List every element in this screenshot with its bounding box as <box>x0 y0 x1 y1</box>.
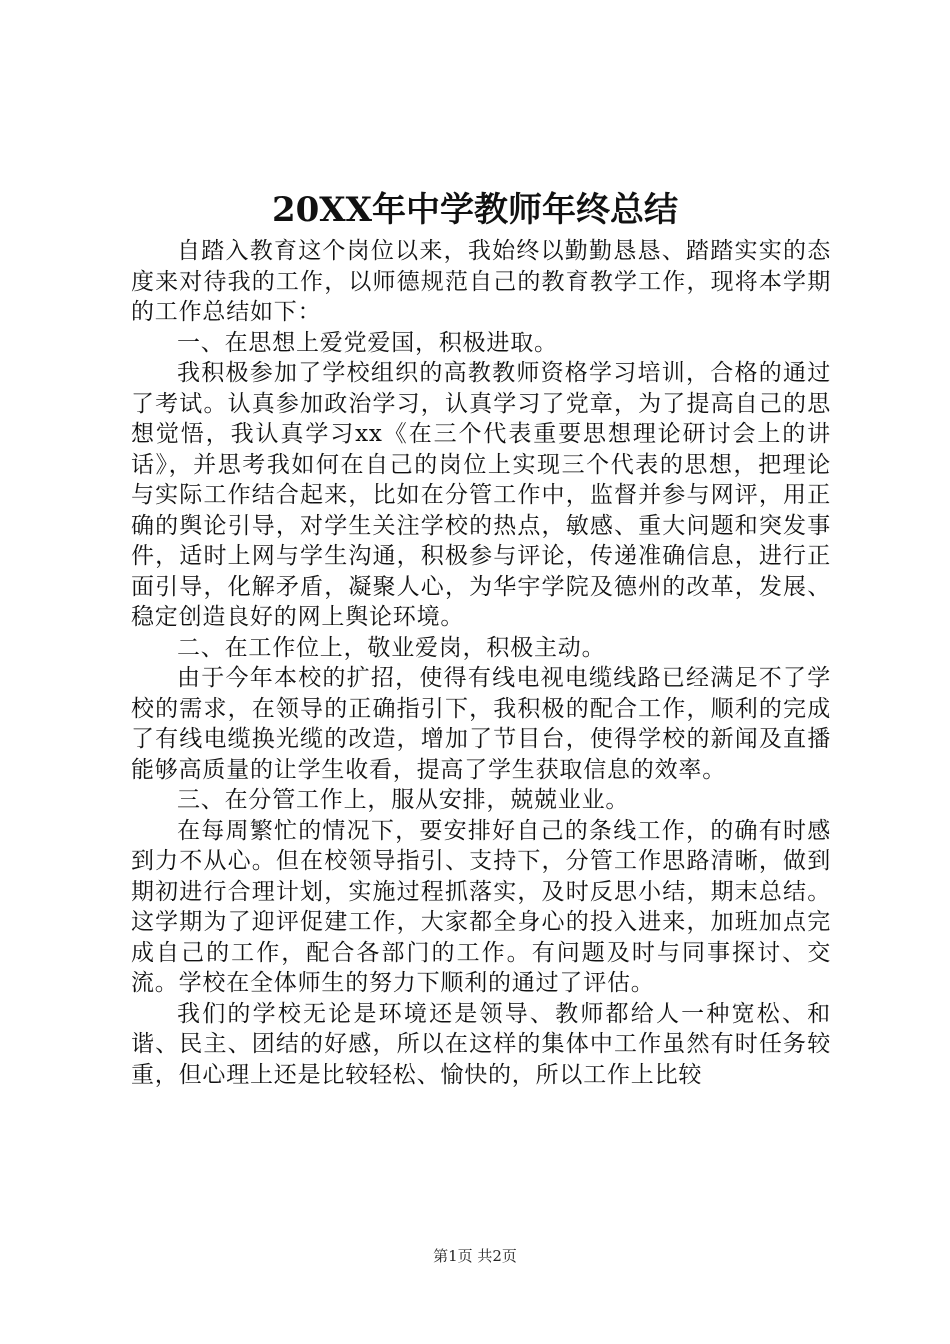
paragraph-closing: 我们的学校无论是环境还是领导、教师都给人一种宽松、和谐、民主、团结的好感，所以在这样的集体中工作虽然有时任务较重，但心理上还是比较轻松、愉快的，所以工作上比较 <box>131 1000 831 1088</box>
section-heading-1: 一、在思想上爱党爱国，积极进取。 <box>177 329 558 356</box>
document-body <box>131 236 831 1090</box>
section-heading-3: 三、在分管工作上，服从安排，兢兢业业。 <box>177 787 630 813</box>
section-heading-2: 二、在工作位上，敬业爱岗，积极主动。 <box>177 634 606 661</box>
document-title: 20XX年中学教师年终总结 <box>271 190 679 230</box>
paragraph-section-2: 由于今年本校的扩招，使得有线电视电缆线路已经满足不了学校的需求，在领导的正确指引下，我积极的配合工作，顺利的完成了有线电缆换光缆的改造，增加了节目台，使得学校的新闻及直播能够高质量的让学生收看，提高了学生获取信息的效率。 <box>131 665 831 783</box>
paragraph-section-3: 在每周繁忙的情况下，要安排好自己的条线工作，的确有时感到力不从心。但在校领导指引、支持下，分管工作思路清晰，做到期初进行合理计划，实施过程抓落实，及时反思小结，期末总结。这学期为了迎评促建工作，大家都全身心的投入进来，加班加点完成自己的工作，配合各部门的工作。有问题及时与同事探讨、交流。学校在全体师生的努力下顺利的通过了评估。 <box>131 817 831 996</box>
paragraph-intro: 自踏入教育这个岗位以来，我始终以勤勤恳恳、踏踏实实的态度来对待我的工作，以师德规范自己的教育教学工作，现将本学期的工作总结如下： <box>131 238 831 325</box>
paragraph-section-1: 我积极参加了学校组织的高教教师资格学习培训，合格的通过了考试。认真参加政治学习，认真学习了党章，为了提高自己的思想觉悟，我认真学习xx《在三个代表重要思想理论研讨会上的讲话》，并思考我如何在自己的岗位上实现三个代表的思想，把理论与实际工作结合起来，比如在分管工作中，监督并参与网评，用正确的舆论引导，对学生关注学校的热点，敏感、重大问题和突发事件，适时上网与学生沟通，积极参与评论，传递准确信息，进行正面引导，化解矛盾，凝聚人心，为华宇学院及德州的改革，发展、稳定创造良好的网上舆论环境。 <box>131 360 831 630</box>
page-footer: 第1页 共2页 <box>433 1247 517 1265</box>
